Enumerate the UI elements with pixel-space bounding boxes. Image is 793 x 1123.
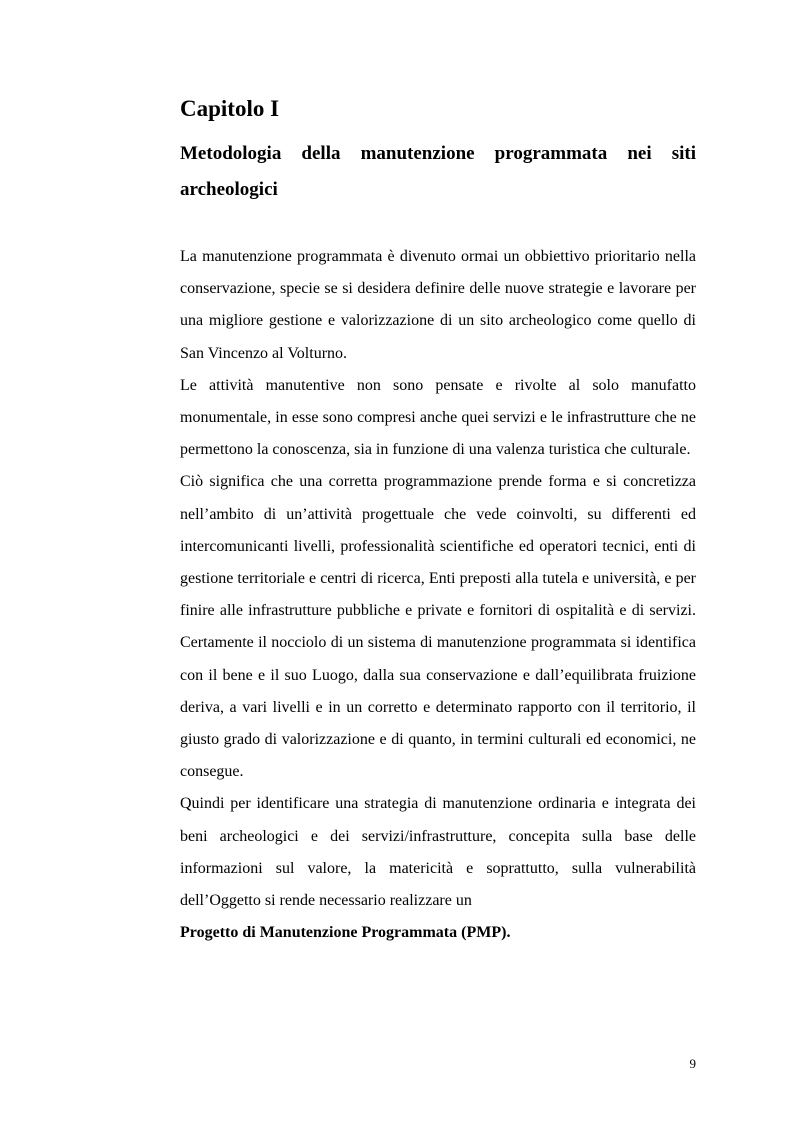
page-number: 9	[689, 1056, 696, 1071]
paragraph-4: Quindi per identificare una strategia di manutenzione ordinaria e integrata dei beni archeologici e dei servizi/infrastrutture, concepita sulla base delle informazioni sul valore, la matericità e soprattutto, sulla vulnerabilità dell’Oggetto si rende necessario realizzare un	[180, 795, 696, 910]
paragraph-2: Le attività manutentive non sono pensate e rivolte al solo manufatto monumentale, in esse sono compresi anche quei servizi e le infrastrutture che ne permettono la conoscenza, sia in funzione di una valenza turistica che culturale.	[180, 376, 696, 459]
chapter-label: Capitolo I	[180, 96, 280, 121]
body-text	[180, 241, 696, 949]
chapter-title: Metodologia della manutenzione programmata nei siti archeologici	[180, 143, 696, 200]
paragraph-3: Ciò significa che una corretta programmazione prende forma e si concretizza nell’ambito di un’attività progettuale che vede coinvolti, su differenti ed intercomunicanti livelli, professionalità scientifiche ed operatori tecnici, enti di gestione territoriale e centri di ricerca, Enti preposti alla tutela e università, e per finire alle infrastrutture pubbliche e private e fornitori di ospitalità e di servizi. Certamente il nocciolo di un sistema di manutenzione programmata si identifica con il bene e il suo Luogo, dalla sua conservazione e dall’equilibrata fruizione deriva, a vari livelli e in un corretto e determinato rapporto con il territorio, il giusto grado di valorizzazione e di quanto, in termini culturali ed economici, ne consegue.	[180, 473, 696, 781]
paragraph-1: La manutenzione programmata è divenuto ormai un obbiettivo prioritario nella conservazione, specie se si desidera definire delle nuove strategie e lavorare per una migliore gestione e valorizzazione di un sito archeologico come quello di San Vincenzo al Volturno.	[180, 248, 696, 362]
closing-emphasis: Progetto di Manutenzione Programmata (PMP).	[180, 924, 511, 942]
